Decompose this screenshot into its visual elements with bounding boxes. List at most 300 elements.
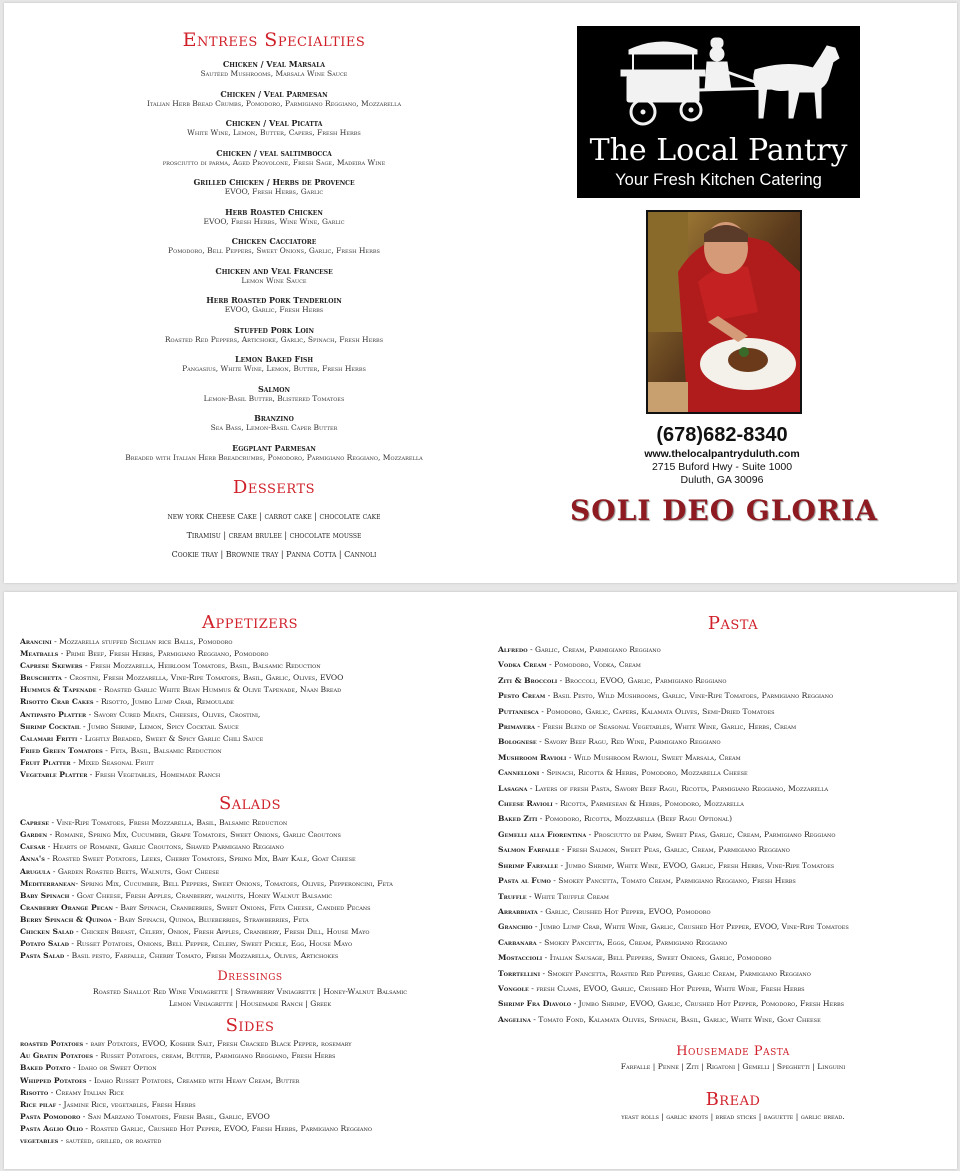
side-item: [20, 1123, 490, 1135]
item-separator: -: [45, 842, 53, 852]
item-name: Angelina: [498, 1014, 531, 1024]
item-separator: -: [586, 829, 594, 839]
entree-description: Italian Herb Bread Crumbs, Pomodoro, Parmigiano Reggiano, Mozzarella: [146, 98, 402, 108]
item-name: Whipped Potatoes: [20, 1075, 87, 1085]
item-description: Fresh Mozzarella, Heirloom Tomatoes, Basil, Balsamic Reduction: [89, 661, 321, 671]
pasta-item: [498, 858, 938, 873]
entree-item: [44, 384, 504, 404]
item-description: Risotto, Jumbo Lump Crab, Remoulade: [100, 697, 234, 707]
item-name: Risotto: [20, 1087, 49, 1097]
item-separator: -: [557, 675, 565, 685]
item-name: Caprese: [20, 818, 50, 828]
pasta-item: [498, 734, 938, 749]
address-line-1: 2715 Buford Hwy - Suite 1000: [651, 461, 793, 473]
item-separator: -: [73, 926, 81, 936]
item-separator: -: [75, 878, 81, 888]
entree-name: Salmon: [257, 383, 290, 394]
item-name: Bolognese: [498, 737, 537, 747]
item-description: Roasted Garlic White Bean Hummus & Olive Tapenade, Naan Bread: [103, 685, 342, 695]
entree-item: [44, 59, 504, 79]
chef-plating-photo-icon: [648, 212, 800, 412]
entree-item: [44, 295, 504, 315]
pasta-item: [498, 673, 938, 688]
item-name: Pasta Salad: [20, 951, 65, 961]
item-description: sautéed, grilled, or roasted: [65, 1136, 162, 1145]
pasta-item: [498, 811, 938, 826]
side-item: [20, 1087, 490, 1099]
entree-name: Chicken Cacciatore: [231, 236, 317, 246]
entree-item: [44, 443, 504, 463]
item-name: Fried Green Tomatoes: [20, 745, 103, 755]
item-name: Arrabbiata: [498, 906, 538, 916]
item-name: Meatballs: [20, 649, 59, 659]
entree-name: Chicken and Veal Francese: [215, 265, 333, 276]
item-description: Wild Mushroom Ravioli, Sweet Marsala, Cream: [573, 752, 741, 762]
item-separator: -: [550, 876, 559, 886]
item-name: Granchio: [498, 922, 533, 932]
appetizer-item: [20, 721, 490, 733]
item-name: Vodka Cream: [498, 660, 547, 670]
side-item: [20, 1135, 490, 1147]
item-separator: -: [537, 906, 546, 916]
item-separator: -: [102, 745, 111, 755]
item-name: roasted Potatoes: [20, 1039, 84, 1049]
item-separator: -: [526, 891, 534, 901]
item-separator: -: [558, 860, 566, 870]
brand-name: The Local Pantry: [589, 133, 848, 168]
item-name: Mushroom Ravioli: [498, 752, 567, 762]
item-description: Jumbo Lump Crab, White Wine, Garlic, Crushed Hot Pepper, EVOO, Vine-Ripe Tomatoes: [539, 922, 849, 932]
appetizer-item: [20, 672, 490, 684]
entree-name: Chicken / veal saltimbocca: [216, 147, 332, 158]
dressings-title: Dressings: [217, 969, 283, 985]
item-description: Hearts of Romaine, Garlic Croutons, Shaved Parmigiano Reggiano: [52, 842, 284, 852]
item-description: Fresh Vegetables, Homemade Ranch: [94, 770, 221, 780]
item-separator: -: [86, 709, 94, 719]
item-name: Risotto Crab Cakes: [20, 697, 94, 707]
entree-description: Sea Bass, Lemon-Basil Caper Butter: [210, 423, 338, 432]
item-separator: -: [70, 1063, 79, 1073]
appetizer-item: [20, 648, 490, 660]
pasta-item: [498, 873, 938, 888]
entree-item: [44, 207, 504, 227]
item-description: Pomodoro, Garlic, Capers, Kalamata Olives, Semi-Dried Tomatoes: [546, 706, 775, 716]
entree-name: Grilled Chicken / Herbs de Provence: [193, 177, 355, 187]
bread-title: Bread: [705, 1089, 761, 1111]
item-separator: -: [571, 999, 579, 1009]
salad-item: [20, 878, 490, 890]
item-description: Smokey Pancetta, Tomato Cream, Parmigiano Reggiano, Fresh Herbs: [558, 876, 796, 886]
brand-tagline: Your Fresh Kitchen Catering: [615, 171, 822, 189]
item-separator: -: [77, 733, 85, 743]
item-separator: -: [112, 902, 121, 912]
item-name: Caesar: [20, 842, 46, 852]
salad-item: [20, 853, 490, 865]
item-description: San Marzano Tomatoes, Fresh Basil, Garlic, EVOO: [87, 1111, 270, 1121]
item-name: Puttanesca: [498, 706, 539, 716]
item-separator: -: [44, 854, 53, 864]
housemade-pasta-title: Housemade Pasta: [676, 1044, 790, 1060]
salad-item: [20, 950, 490, 962]
item-separator: -: [527, 783, 535, 793]
side-item: [20, 1075, 490, 1087]
pasta-title: Pasta: [707, 613, 759, 634]
entree-item: [44, 177, 504, 197]
item-description: Prime Beef, Fresh Herbs, Parmigiano Reggiano, Pomodoro: [65, 649, 269, 659]
item-name: Mostaccioli: [498, 953, 543, 963]
item-description: Roasted Garlic, Crushed Hot Pepper, EVOO, Fresh Herbs, Parmigiano Reggiano: [90, 1123, 372, 1133]
salad-item: [20, 841, 490, 853]
entree-description: White Wine, Lemon, Butter, Capers, Fresh Herbs: [187, 128, 361, 137]
entree-name: Chicken / Veal Picatta: [225, 118, 323, 128]
item-separator: -: [536, 937, 545, 947]
entree-name: Branzino: [254, 413, 294, 423]
pasta-item: [498, 688, 938, 703]
entree-item: [44, 118, 504, 138]
entree-description: EVOO, Garlic, Fresh Herbs: [224, 305, 324, 314]
side-item: [20, 1038, 490, 1050]
item-separator: -: [47, 830, 55, 840]
pasta-item: [498, 919, 938, 934]
entree-description: Lemon-Basil Butter, Blistered Tomatoes: [203, 393, 345, 403]
appetizer-item: [20, 745, 490, 757]
entree-name: Herb Roasted Chicken: [225, 206, 323, 217]
item-separator: -: [534, 722, 543, 732]
item-separator: -: [111, 914, 120, 924]
sides-title: Sides: [225, 1015, 275, 1037]
dessert-line: Cookie tray | Brownie tray | Panna Cotta | Cannoli: [171, 550, 377, 559]
pasta-item: [498, 935, 938, 950]
item-separator: -: [96, 685, 104, 695]
item-description: Garlic, Crushed Hot Pepper, EVOO, Pomodoro: [545, 906, 711, 916]
entree-description: prosciutto di parma, Aged Provolone, Fresh Sage, Madeira Wine: [162, 157, 386, 167]
item-separator: -: [51, 637, 60, 646]
item-separator: -: [552, 799, 561, 809]
horse-cart-logo-icon: [577, 26, 860, 146]
item-description: Jumbo Shrimp, Lemon, Spicy Cocktail Sauce: [87, 721, 239, 731]
salad-item: [20, 914, 490, 926]
item-name: Potato Salad: [20, 939, 69, 949]
side-item: [20, 1111, 490, 1123]
entree-name: Eggplant Parmesan: [232, 442, 316, 453]
item-description: Basil Pesto, Wild Mushrooms, Garlic, Vine-Ripe Tomatoes, Parmigiano Reggiano: [552, 691, 834, 701]
pasta-item: [498, 842, 938, 857]
entree-item: [44, 325, 504, 345]
item-description: Baby Spinach, Cranberries, Sweet Onions, Feta Cheese, Candied Pecans: [120, 902, 371, 912]
salad-item: [20, 938, 490, 950]
item-name: Berry Spinach & Quinoa: [20, 914, 112, 924]
item-name: Carbanara: [498, 937, 537, 947]
item-separator: -: [536, 737, 545, 747]
entree-description: Sautéed Mushrooms, Marsala Wine Sauce: [200, 69, 348, 78]
item-description: Creamy Italian Rice: [55, 1087, 124, 1097]
item-separator: -: [69, 890, 77, 900]
appetizer-item: [20, 769, 490, 781]
item-name: Shrimp Farfalle: [498, 860, 559, 870]
item-name: Cannelloni: [498, 768, 540, 778]
item-description: Jumbo Shrimp, White Wine, EVOO, Garlic, Fresh Herbs, Vine-Ripe Tomatoes: [565, 860, 835, 870]
appetizer-item: [20, 696, 490, 708]
pasta-item: [498, 704, 938, 719]
salads-list: [20, 817, 490, 962]
item-name: Antipasto Platter: [20, 709, 87, 719]
item-description: Goat Cheese, Fresh Apples, Cranberry, walnuts, Honey Walnut Balsamic: [76, 890, 333, 900]
website-link[interactable]: www.thelocalpantryduluth.com: [644, 448, 800, 460]
appetizer-item: [20, 636, 490, 648]
desserts-list: [44, 507, 504, 564]
entree-item: [44, 148, 504, 168]
item-description: Pomodoro, Ricotta, Mozzarella (Beef Ragu Optional): [544, 814, 733, 824]
item-name: Baked Ziti: [498, 814, 538, 824]
item-separator: -: [64, 951, 72, 961]
item-name: Caprese Skewers: [20, 661, 83, 671]
pasta-item: [498, 657, 938, 672]
item-description: Romaine, Spring Mix, Cucumber, Grape Tomatoes, Sweet Onions, Garlic Croutons: [54, 830, 341, 840]
entrees-section: [44, 29, 504, 472]
item-name: Rice pilaf: [20, 1099, 57, 1109]
item-description: Garden Roasted Beets, Walnuts, Goat Cheese: [57, 866, 220, 876]
item-name: Ziti & Broccoli: [498, 675, 558, 685]
salads-title: Salads: [218, 793, 282, 815]
salad-item: [20, 866, 490, 878]
pasta-item: [498, 966, 938, 981]
entrees-title: Entrees Specialties: [182, 29, 366, 51]
appetizer-item: [20, 684, 490, 696]
housemade-pasta-line: Farfalle | Penne | Ziti | Rigatoni | Gemelli | Speghetti | Linguini: [620, 1062, 846, 1072]
item-name: Pasta al Fumo: [498, 876, 551, 886]
item-description: Tomato Fond, Kalamata Olives, Spinach, Basil, Garlic, White Wine, Goat Cheese: [538, 1014, 821, 1024]
item-name: Cranberry Orange Pecan: [20, 902, 113, 912]
item-name: Mediterranean: [20, 878, 76, 888]
item-description: Baby Spinach, Quinoa, Blueberries, Strawberries, Feta: [119, 914, 309, 924]
item-description: Russet Potatoes, Onions, Bell Pepper, Celery, Sweet Pickle, Egg, House Mayo: [76, 939, 353, 949]
entree-item: [44, 89, 504, 109]
item-separator: -: [58, 649, 66, 659]
item-name: Bruschetta: [20, 673, 62, 683]
entree-description: EVOO, Fresh Herbs, Garlic: [224, 187, 324, 196]
item-separator: -: [80, 1111, 88, 1121]
menu-page-1: [4, 3, 957, 583]
item-name: Pasta Aglio Olio: [20, 1123, 84, 1133]
item-description: Idaho or Sweet Option: [78, 1063, 157, 1073]
item-separator: -: [86, 1075, 94, 1085]
item-description: Pomodoro, Vodka, Cream: [554, 660, 641, 670]
item-name: Anna's: [20, 854, 45, 864]
motto: SOLI DEO GLORIA: [570, 494, 878, 527]
item-description: baby Potatoes, EVOO, Kosher Salt, Fresh Cracked Black Pepper, rosemary: [90, 1039, 352, 1049]
pasta-item: [498, 781, 938, 796]
item-separator: -: [93, 697, 101, 707]
item-separator: -: [542, 953, 550, 963]
side-item: [20, 1062, 490, 1074]
appetizer-item: [20, 660, 490, 672]
item-separator: -: [559, 845, 567, 855]
item-separator: -: [87, 770, 95, 780]
pasta-item: [498, 950, 938, 965]
desserts-section: [44, 477, 504, 564]
pasta-item: [498, 904, 938, 919]
item-separator: -: [56, 1099, 64, 1109]
item-separator: -: [83, 1039, 91, 1049]
dessert-line: Tiramisu | cream brulee | chocolate mousse: [186, 531, 362, 540]
item-description: Garlic, Cream, Parmigiano Reggiano: [535, 645, 661, 654]
entree-description: Pomodoro, Bell Peppers, Sweet Onions, Garlic, Fresh Herbs: [168, 246, 380, 255]
item-description: Spinach, Ricotta & Herbs, Pomodoro, Mozzarella Cheese: [546, 768, 748, 778]
item-separator: -: [82, 661, 90, 671]
logo: [577, 26, 860, 198]
entree-item: [44, 413, 504, 433]
item-name: Primavera: [498, 722, 535, 732]
item-separator: -: [80, 721, 88, 731]
item-name: Alfredo: [498, 645, 528, 654]
item-description: Vine-Ripe Tomatoes, Fresh Mozzarella, Basil, Balsamic Reduction: [56, 818, 288, 828]
phone-number: (678)682-8340: [656, 424, 788, 446]
entree-name: Chicken / Veal Marsala: [222, 59, 326, 69]
entree-name: Lemon Baked Fish: [234, 354, 314, 364]
pasta-item: [498, 981, 938, 996]
side-item: [20, 1050, 490, 1062]
pasta-item: [498, 642, 938, 657]
item-name: Garden: [20, 830, 48, 840]
appetizer-item: [20, 757, 490, 769]
item-description: Basil pesto, Farfalle, Cherry Tomato, Fresh Mozzarella, Olives, Artichokes: [71, 951, 339, 961]
salad-item: [20, 926, 490, 938]
item-name: Shrimp Cocktail: [20, 721, 81, 731]
item-separator: -: [546, 660, 555, 670]
item-name: Fruit Platter: [20, 757, 71, 767]
item-separator: -: [83, 1123, 91, 1133]
entree-description: Pangasius, White Wine, Lemon, Butter, Fresh Herbs: [182, 364, 366, 373]
pasta-list: [498, 642, 938, 1027]
item-description: Lightly Breaded, Sweet & Spicy Garlic Chili Sauce: [84, 733, 264, 743]
right-column: [498, 610, 938, 1123]
item-name: Lasagna: [498, 783, 528, 793]
item-description: Broccoli, EVOO, Garlic, Parmigiano Reggiano: [564, 675, 727, 685]
item-name: Calamari Fritti: [20, 733, 78, 743]
item-description: Idaho Russet Potatoes, Creamed with Heavy Cream, Butter: [93, 1075, 300, 1085]
pasta-item: [498, 996, 938, 1011]
item-description: Prosciutto de Parm, Sweet Peas, Garlic, Cream, Parmigiano Reggiano: [593, 829, 836, 839]
item-name: Arugula: [20, 866, 51, 876]
item-name: Truffle: [498, 891, 527, 901]
item-name: Vongole: [498, 983, 529, 993]
entree-item: [44, 266, 504, 286]
pasta-item: [498, 796, 938, 811]
item-name: Hummus & Tapenade: [20, 685, 97, 695]
item-description: Jumbo Shrimp, EVOO, Garlic, Crushed Hot Pepper, Pomodoro, Fresh Herbs: [578, 999, 845, 1009]
sides-list: [20, 1038, 490, 1147]
item-description: Roasted Sweet Potatoes, Leeks, Cherry Tomatoes, Spring Mix, Baby Kale, Goat Cheese: [52, 854, 356, 864]
pasta-item: [498, 889, 938, 904]
item-separator: -: [93, 1051, 101, 1061]
entree-name: Chicken / Veal Parmesan: [220, 88, 328, 99]
left-column: [20, 610, 490, 1147]
side-item: [20, 1099, 490, 1111]
item-name: vegetables: [20, 1136, 59, 1145]
entree-item: [44, 236, 504, 256]
item-description: White Truffle Cream: [534, 891, 609, 901]
entrees-list: [44, 59, 504, 463]
appetizers-list: [20, 636, 490, 781]
item-name: Vegetable Platter: [20, 770, 88, 780]
item-name: Arancini: [20, 637, 52, 646]
item-name: Baked Potato: [20, 1063, 71, 1073]
pasta-item: [498, 827, 938, 842]
item-description: Jasmine Rice, vegetables, Fresh Herbs: [63, 1099, 196, 1109]
item-separator: -: [539, 768, 547, 778]
item-separator: -: [538, 706, 547, 716]
salad-item: [20, 902, 490, 914]
item-separator: -: [566, 752, 574, 762]
item-description: Ricotta, Parmesean & Herbs, Pomodoro, Mozzarella: [560, 799, 744, 809]
item-name: Baby Spinach: [20, 890, 70, 900]
bread-line: yeast rolls | garlic knots | bread sticks | baguette | garlic bread.: [621, 1112, 845, 1122]
item-name: Salmon Farfalle: [498, 845, 560, 855]
item-description: Savory Beef Ragu, Red Wine, Parmigiano Reggiano: [544, 737, 721, 747]
pasta-item: [498, 719, 938, 734]
salad-item: [20, 890, 490, 902]
pasta-item: [498, 765, 938, 780]
appetizer-item: [20, 709, 490, 721]
pasta-item: [498, 1012, 938, 1027]
item-separator: -: [527, 645, 536, 654]
item-description: Smokey Pancetta, Roasted Red Peppers, Garlic Cream, Parmigiano Reggiano: [547, 968, 811, 978]
salad-item: [20, 817, 490, 829]
item-name: Au Gratin Potatoes: [20, 1051, 94, 1061]
item-separator: -: [61, 673, 70, 683]
item-separator: -: [50, 866, 58, 876]
item-separator: -: [537, 814, 545, 824]
chef-photo: [646, 210, 802, 414]
appetizer-item: [20, 733, 490, 745]
item-description: Russet Potatoes, cream, Butter, Parmigiano Reggiano, Fresh Herbs: [100, 1051, 336, 1061]
dressings-line-2: Lemon Viniagrette | Housemade Ranch | Greek: [168, 999, 332, 1009]
item-description: Savory Cured Meats, Cheeses, Olives, Crostini,: [93, 709, 261, 719]
dressings-line-1: Roasted Shallot Red Wine Viniagrette | Strawberry Viniagrette | Honey-Walnut Balsamic: [92, 987, 408, 997]
salad-item: [20, 829, 490, 841]
item-name: Shrimp Fra Diavolo: [498, 999, 572, 1009]
item-separator: -: [540, 968, 548, 978]
entree-description: Roasted Red Peppers, Artichoke, Garlic, Spinach, Fresh Herbs: [164, 334, 384, 344]
item-name: Torrtellini: [498, 968, 541, 978]
item-name: Pasta Pomodoro: [20, 1111, 81, 1121]
address-line-2: Duluth, GA 30096: [680, 474, 764, 486]
entree-description: Lemon Wine Sauce: [241, 275, 307, 285]
item-description: Spring Mix, Cucumber, Bell Peppers, Sweet Onions, Tomatoes, Olives, Pepperoncini, Feta: [80, 878, 393, 888]
desserts-title: Desserts: [232, 477, 316, 498]
item-separator: -: [48, 1087, 56, 1097]
item-separator: -: [58, 1136, 66, 1145]
item-separator: -: [68, 939, 77, 949]
item-description: Mozzarella stuffed Sicilian rice Balls, Pomodoro: [59, 637, 233, 646]
dessert-line: new york Cheese Cake | carrot cake | chocolate cake: [167, 512, 381, 521]
item-description: fresh Clams, EVOO, Garlic, Crushed Hot Pepper, White Wine, Fresh Herbs: [536, 983, 805, 993]
item-description: Crostini, Fresh Mozzarella, Vine-Ripe Tomatoes, Basil, Garlic, Olives, EVOO: [69, 673, 344, 683]
entree-description: Breaded with Italian Herb Breadcrumbs, Pomodoro, Parmigiano Reggiano, Mozzarella: [125, 452, 423, 462]
item-description: Chicken Breast, Celery, Onion, Fresh Apples, Cranberry, Fresh Dill, House Mayo: [80, 926, 370, 936]
item-description: Smokey Pancetta, Eggs, Cream, Parmigiano Reggiano: [544, 937, 728, 947]
item-description: Fresh Salmon, Sweet Peas, Garlic, Cream, Parmigiano Reggiano: [566, 845, 790, 855]
item-name: Gemelli alla Fiorentina: [498, 829, 587, 839]
entree-name: Herb Roasted Pork Tenderloin: [206, 295, 342, 305]
entree-description: EVOO, Fresh Herbs, Wine Wine, Garlic: [203, 216, 345, 226]
item-name: Pesto Cream: [498, 691, 546, 701]
entree-name: Stuffed Pork Loin: [234, 324, 314, 335]
item-name: Cheese Ravioli: [498, 799, 553, 809]
pasta-item: [498, 750, 938, 765]
item-description: Italian Sausage, Bell Peppers, Sweet Onions, Garlic, Pomodoro: [549, 953, 772, 963]
item-description: Feta, Basil, Balsamic Reduction: [110, 745, 222, 755]
